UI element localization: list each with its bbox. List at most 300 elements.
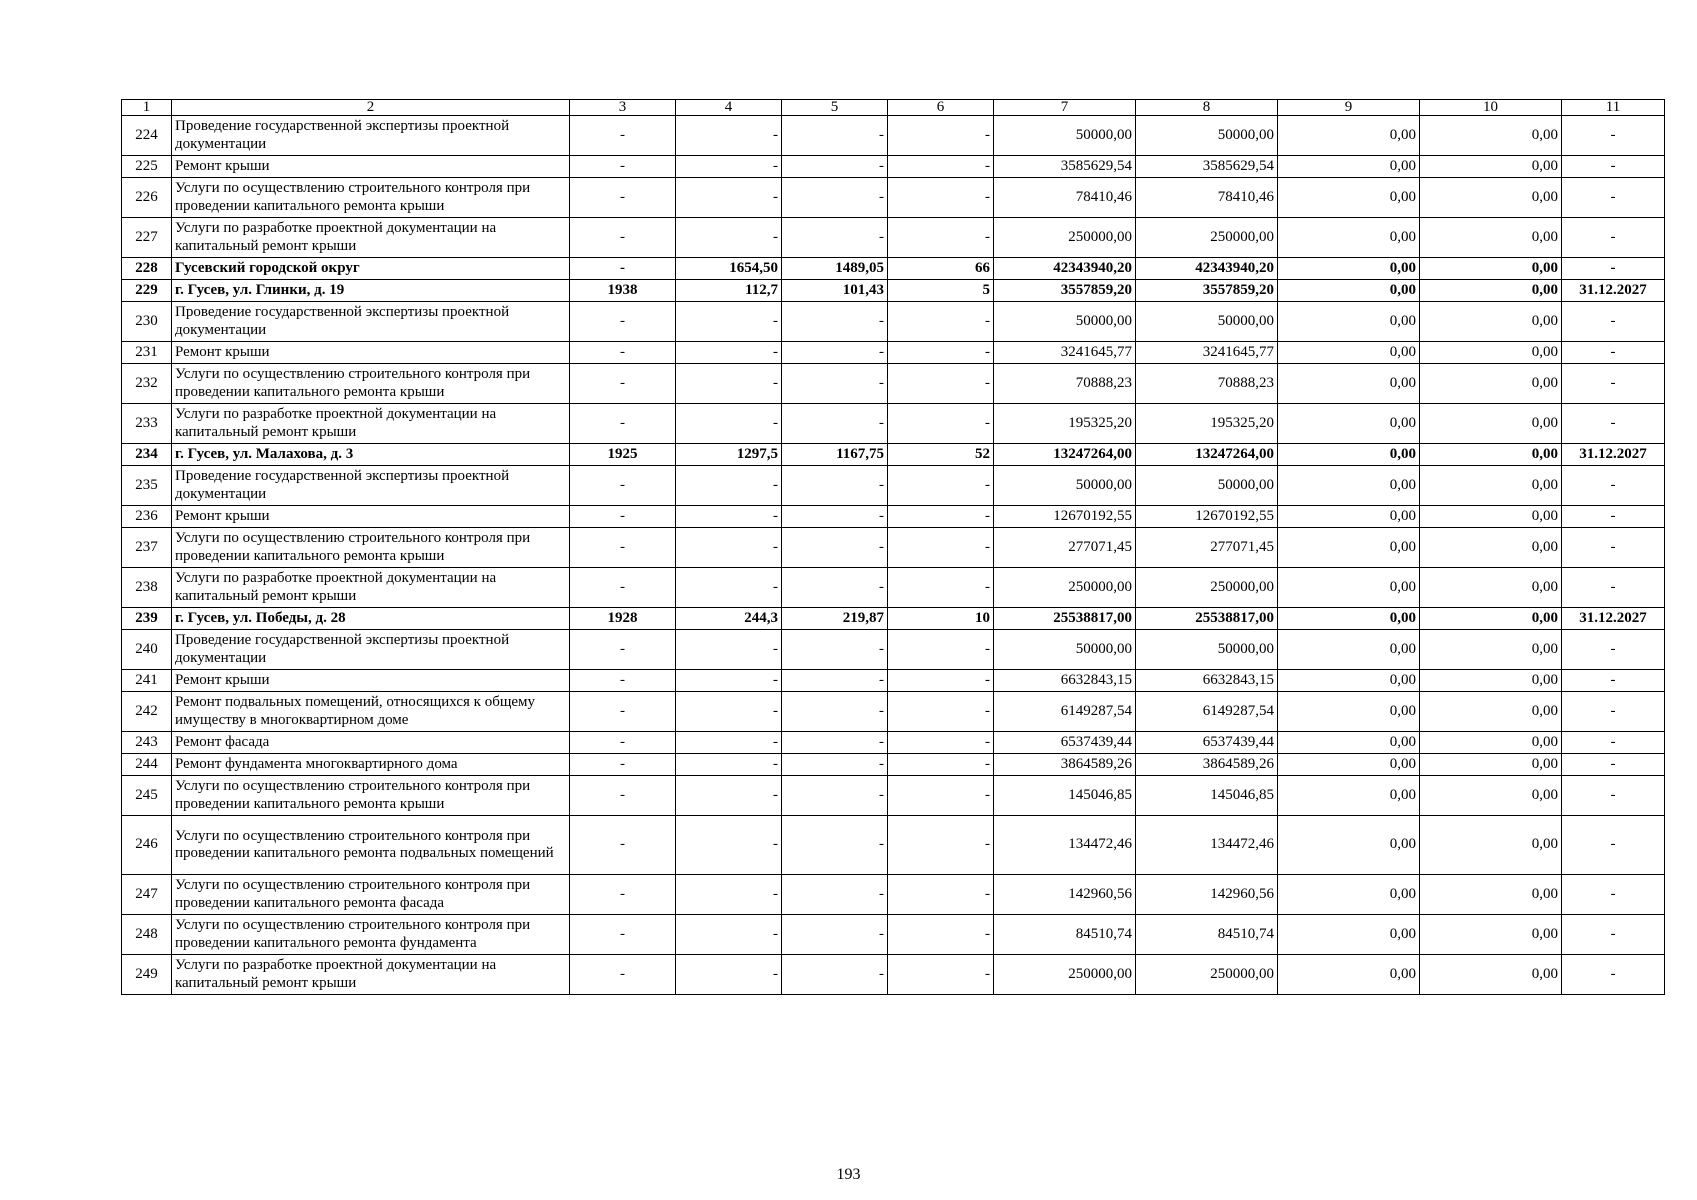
col10-cell: 0,00 [1420, 364, 1562, 404]
col7-cell: 250000,00 [994, 955, 1136, 995]
col4-cell: - [676, 466, 782, 506]
col5-cell: - [782, 404, 888, 444]
col10-cell: 0,00 [1420, 608, 1562, 630]
col6-cell: - [888, 816, 994, 875]
column-header: 9 [1278, 100, 1420, 116]
table-row [122, 364, 1665, 404]
row-number-cell: 226 [122, 178, 172, 218]
work-name-cell: Услуги по разработке проектной документации на капитальный ремонт крыши [172, 568, 570, 608]
column-header: 3 [570, 100, 676, 116]
row-number-cell: 244 [122, 754, 172, 776]
col9-cell: 0,00 [1278, 444, 1420, 466]
col7-cell: 3864589,26 [994, 754, 1136, 776]
col8-cell: 84510,74 [1136, 915, 1278, 955]
column-header: 6 [888, 100, 994, 116]
work-name-cell: г. Гусев, ул. Победы, д. 28 [172, 608, 570, 630]
col11-cell: - [1562, 732, 1665, 754]
col11-cell: - [1562, 466, 1665, 506]
col7-cell: 3241645,77 [994, 342, 1136, 364]
row-number-cell: 237 [122, 528, 172, 568]
col7-cell: 84510,74 [994, 915, 1136, 955]
work-name-cell: Проведение государственной экспертизы проектной документации [172, 116, 570, 156]
col7-cell: 25538817,00 [994, 608, 1136, 630]
col11-cell: - [1562, 776, 1665, 816]
work-name-cell: Услуги по разработке проектной документации на капитальный ремонт крыши [172, 218, 570, 258]
col7-cell: 195325,20 [994, 404, 1136, 444]
table-row [122, 630, 1665, 670]
col3-cell: - [570, 568, 676, 608]
col5-cell: - [782, 955, 888, 995]
col4-cell: - [676, 568, 782, 608]
col9-cell: 0,00 [1278, 404, 1420, 444]
col5-cell: - [782, 732, 888, 754]
col11-cell: - [1562, 178, 1665, 218]
col5-cell: - [782, 116, 888, 156]
work-name-cell: Услуги по осуществлению строительного контроля при проведении капитального ремонта фундамента [172, 915, 570, 955]
col11-cell: - [1562, 754, 1665, 776]
col9-cell: 0,00 [1278, 218, 1420, 258]
col9-cell: 0,00 [1278, 732, 1420, 754]
table-body [122, 116, 1665, 995]
col3-cell: 1928 [570, 608, 676, 630]
col11-cell: 31.12.2027 [1562, 608, 1665, 630]
table-row [122, 568, 1665, 608]
col10-cell: 0,00 [1420, 732, 1562, 754]
col3-cell: 1925 [570, 444, 676, 466]
column-number-row [122, 100, 1665, 116]
work-name-cell: Ремонт фундамента многоквартирного дома [172, 754, 570, 776]
col5-cell: 1167,75 [782, 444, 888, 466]
col4-cell: - [676, 630, 782, 670]
col7-cell: 50000,00 [994, 116, 1136, 156]
col3-cell: - [570, 955, 676, 995]
col5-cell: - [782, 630, 888, 670]
col9-cell: 0,00 [1278, 280, 1420, 302]
col8-cell: 145046,85 [1136, 776, 1278, 816]
row-number-cell: 246 [122, 816, 172, 875]
col5-cell: - [782, 218, 888, 258]
col4-cell: - [676, 342, 782, 364]
row-number-cell: 242 [122, 692, 172, 732]
table-row [122, 692, 1665, 732]
col10-cell: 0,00 [1420, 466, 1562, 506]
col3-cell: - [570, 915, 676, 955]
row-number-cell: 234 [122, 444, 172, 466]
col4-cell: - [676, 116, 782, 156]
col7-cell: 50000,00 [994, 302, 1136, 342]
col6-cell: - [888, 732, 994, 754]
col4-cell: - [676, 732, 782, 754]
col8-cell: 25538817,00 [1136, 608, 1278, 630]
col10-cell: 0,00 [1420, 776, 1562, 816]
col10-cell: 0,00 [1420, 342, 1562, 364]
col7-cell: 78410,46 [994, 178, 1136, 218]
col6-cell: - [888, 630, 994, 670]
col7-cell: 42343940,20 [994, 258, 1136, 280]
col4-cell: - [676, 955, 782, 995]
col9-cell: 0,00 [1278, 915, 1420, 955]
row-number-cell: 245 [122, 776, 172, 816]
col3-cell: - [570, 692, 676, 732]
col7-cell: 6632843,15 [994, 670, 1136, 692]
col9-cell: 0,00 [1278, 692, 1420, 732]
col11-cell: 31.12.2027 [1562, 444, 1665, 466]
col3-cell: 1938 [570, 280, 676, 302]
table-row [122, 506, 1665, 528]
col11-cell: - [1562, 506, 1665, 528]
col7-cell: 277071,45 [994, 528, 1136, 568]
table-row [122, 404, 1665, 444]
col4-cell: - [676, 218, 782, 258]
col5-cell: - [782, 364, 888, 404]
col8-cell: 50000,00 [1136, 116, 1278, 156]
col7-cell: 6537439,44 [994, 732, 1136, 754]
col11-cell: - [1562, 364, 1665, 404]
row-number-cell: 229 [122, 280, 172, 302]
row-number-cell: 228 [122, 258, 172, 280]
col11-cell: 31.12.2027 [1562, 280, 1665, 302]
col6-cell: - [888, 466, 994, 506]
col4-cell: - [676, 692, 782, 732]
column-header: 7 [994, 100, 1136, 116]
col9-cell: 0,00 [1278, 528, 1420, 568]
col11-cell: - [1562, 816, 1665, 875]
col3-cell: - [570, 342, 676, 364]
col3-cell: - [570, 528, 676, 568]
table-row [122, 776, 1665, 816]
col6-cell: - [888, 528, 994, 568]
col9-cell: 0,00 [1278, 670, 1420, 692]
col4-cell: - [676, 178, 782, 218]
col8-cell: 50000,00 [1136, 466, 1278, 506]
col7-cell: 13247264,00 [994, 444, 1136, 466]
row-number-cell: 233 [122, 404, 172, 444]
col9-cell: 0,00 [1278, 364, 1420, 404]
col7-cell: 6149287,54 [994, 692, 1136, 732]
col10-cell: 0,00 [1420, 404, 1562, 444]
table-row [122, 816, 1665, 875]
table-row [122, 258, 1665, 280]
work-name-cell: г. Гусев, ул. Малахова, д. 3 [172, 444, 570, 466]
col5-cell: - [782, 692, 888, 732]
col9-cell: 0,00 [1278, 776, 1420, 816]
col9-cell: 0,00 [1278, 178, 1420, 218]
col8-cell: 277071,45 [1136, 528, 1278, 568]
col8-cell: 13247264,00 [1136, 444, 1278, 466]
col11-cell: - [1562, 915, 1665, 955]
work-name-cell: Услуги по осуществлению строительного контроля при проведении капитального ремонта крыши [172, 528, 570, 568]
col10-cell: 0,00 [1420, 955, 1562, 995]
col6-cell: - [888, 754, 994, 776]
col4-cell: - [676, 506, 782, 528]
col8-cell: 6632843,15 [1136, 670, 1278, 692]
col3-cell: - [570, 218, 676, 258]
col8-cell: 50000,00 [1136, 630, 1278, 670]
col11-cell: - [1562, 156, 1665, 178]
work-name-cell: Услуги по разработке проектной документации на капитальный ремонт крыши [172, 955, 570, 995]
col6-cell: 66 [888, 258, 994, 280]
work-name-cell: Проведение государственной экспертизы проектной документации [172, 302, 570, 342]
col10-cell: 0,00 [1420, 302, 1562, 342]
col8-cell: 6149287,54 [1136, 692, 1278, 732]
col4-cell: 1297,5 [676, 444, 782, 466]
col5-cell: - [782, 875, 888, 915]
col8-cell: 6537439,44 [1136, 732, 1278, 754]
col4-cell: - [676, 776, 782, 816]
col3-cell: - [570, 364, 676, 404]
col5-cell: - [782, 754, 888, 776]
col6-cell: 10 [888, 608, 994, 630]
col7-cell: 50000,00 [994, 630, 1136, 670]
col11-cell: - [1562, 258, 1665, 280]
column-header: 1 [122, 100, 172, 116]
table-row [122, 218, 1665, 258]
col6-cell: - [888, 692, 994, 732]
work-name-cell: Проведение государственной экспертизы проектной документации [172, 466, 570, 506]
col5-cell: 219,87 [782, 608, 888, 630]
work-name-cell: Гусевский городской округ [172, 258, 570, 280]
row-number-cell: 238 [122, 568, 172, 608]
col5-cell: - [782, 466, 888, 506]
table-row [122, 875, 1665, 915]
col5-cell: - [782, 670, 888, 692]
col9-cell: 0,00 [1278, 258, 1420, 280]
col8-cell: 42343940,20 [1136, 258, 1278, 280]
col8-cell: 250000,00 [1136, 955, 1278, 995]
table-row [122, 915, 1665, 955]
col9-cell: 0,00 [1278, 116, 1420, 156]
col5-cell: - [782, 302, 888, 342]
col7-cell: 250000,00 [994, 218, 1136, 258]
col9-cell: 0,00 [1278, 568, 1420, 608]
page-number: 193 [836, 1166, 861, 1183]
col9-cell: 0,00 [1278, 342, 1420, 364]
col8-cell: 70888,23 [1136, 364, 1278, 404]
col10-cell: 0,00 [1420, 506, 1562, 528]
col10-cell: 0,00 [1420, 528, 1562, 568]
col3-cell: - [570, 630, 676, 670]
col7-cell: 70888,23 [994, 364, 1136, 404]
col6-cell: - [888, 776, 994, 816]
column-header: 5 [782, 100, 888, 116]
col3-cell: - [570, 670, 676, 692]
col10-cell: 0,00 [1420, 754, 1562, 776]
col5-cell: 101,43 [782, 280, 888, 302]
col5-cell: 1489,05 [782, 258, 888, 280]
col6-cell: - [888, 156, 994, 178]
column-header: 2 [172, 100, 570, 116]
col7-cell: 142960,56 [994, 875, 1136, 915]
col7-cell: 12670192,55 [994, 506, 1136, 528]
col3-cell: - [570, 875, 676, 915]
work-name-cell: Ремонт крыши [172, 156, 570, 178]
col7-cell: 3557859,20 [994, 280, 1136, 302]
table-row [122, 280, 1665, 302]
table-row [122, 342, 1665, 364]
col10-cell: 0,00 [1420, 156, 1562, 178]
col4-cell: - [676, 302, 782, 342]
col10-cell: 0,00 [1420, 444, 1562, 466]
table-row [122, 528, 1665, 568]
col4-cell: - [676, 404, 782, 444]
row-number-cell: 231 [122, 342, 172, 364]
row-number-cell: 225 [122, 156, 172, 178]
col3-cell: - [570, 404, 676, 444]
column-header: 8 [1136, 100, 1278, 116]
col10-cell: 0,00 [1420, 816, 1562, 875]
col6-cell: 52 [888, 444, 994, 466]
col3-cell: - [570, 754, 676, 776]
col6-cell: - [888, 218, 994, 258]
col9-cell: 0,00 [1278, 955, 1420, 995]
col7-cell: 3585629,54 [994, 156, 1136, 178]
col8-cell: 250000,00 [1136, 568, 1278, 608]
row-number-cell: 241 [122, 670, 172, 692]
row-number-cell: 232 [122, 364, 172, 404]
work-name-cell: Ремонт подвальных помещений, относящихся к общему имуществу в многоквартирном доме [172, 692, 570, 732]
row-number-cell: 247 [122, 875, 172, 915]
col11-cell: - [1562, 875, 1665, 915]
col5-cell: - [782, 506, 888, 528]
col8-cell: 50000,00 [1136, 302, 1278, 342]
col10-cell: 0,00 [1420, 670, 1562, 692]
work-name-cell: Услуги по осуществлению строительного контроля при проведении капитального ремонта крыши [172, 364, 570, 404]
col11-cell: - [1562, 630, 1665, 670]
col9-cell: 0,00 [1278, 875, 1420, 915]
col10-cell: 0,00 [1420, 692, 1562, 732]
col6-cell: - [888, 915, 994, 955]
table-row [122, 156, 1665, 178]
work-name-cell: Проведение государственной экспертизы проектной документации [172, 630, 570, 670]
col5-cell: - [782, 156, 888, 178]
column-header: 11 [1562, 100, 1665, 116]
table-row [122, 732, 1665, 754]
work-name-cell: Ремонт крыши [172, 506, 570, 528]
col6-cell: - [888, 568, 994, 608]
row-number-cell: 243 [122, 732, 172, 754]
col3-cell: - [570, 116, 676, 156]
work-name-cell: Услуги по осуществлению строительного контроля при проведении капитального ремонта фасада [172, 875, 570, 915]
col6-cell: - [888, 404, 994, 444]
col6-cell: - [888, 670, 994, 692]
registry-table [121, 99, 1665, 995]
col3-cell: - [570, 816, 676, 875]
col4-cell: - [676, 364, 782, 404]
col11-cell: - [1562, 116, 1665, 156]
col5-cell: - [782, 568, 888, 608]
col11-cell: - [1562, 955, 1665, 995]
work-name-cell: Ремонт крыши [172, 670, 570, 692]
col8-cell: 3557859,20 [1136, 280, 1278, 302]
col5-cell: - [782, 915, 888, 955]
col11-cell: - [1562, 670, 1665, 692]
col10-cell: 0,00 [1420, 178, 1562, 218]
col5-cell: - [782, 528, 888, 568]
col6-cell: - [888, 364, 994, 404]
col8-cell: 3585629,54 [1136, 156, 1278, 178]
col10-cell: 0,00 [1420, 875, 1562, 915]
col4-cell: - [676, 528, 782, 568]
col4-cell: - [676, 670, 782, 692]
col10-cell: 0,00 [1420, 258, 1562, 280]
table-row [122, 608, 1665, 630]
col3-cell: - [570, 732, 676, 754]
row-number-cell: 239 [122, 608, 172, 630]
col10-cell: 0,00 [1420, 218, 1562, 258]
column-header: 10 [1420, 100, 1562, 116]
col10-cell: 0,00 [1420, 630, 1562, 670]
col3-cell: - [570, 776, 676, 816]
col11-cell: - [1562, 218, 1665, 258]
col4-cell: 244,3 [676, 608, 782, 630]
work-name-cell: Ремонт крыши [172, 342, 570, 364]
col11-cell: - [1562, 302, 1665, 342]
col8-cell: 250000,00 [1136, 218, 1278, 258]
work-name-cell: Услуги по осуществлению строительного контроля при проведении капитального ремонта крыши [172, 776, 570, 816]
row-number-cell: 235 [122, 466, 172, 506]
col5-cell: - [782, 776, 888, 816]
table-row [122, 116, 1665, 156]
col5-cell: - [782, 342, 888, 364]
table-row [122, 444, 1665, 466]
col3-cell: - [570, 178, 676, 218]
work-name-cell: г. Гусев, ул. Глинки, д. 19 [172, 280, 570, 302]
col3-cell: - [570, 302, 676, 342]
col9-cell: 0,00 [1278, 608, 1420, 630]
col3-cell: - [570, 466, 676, 506]
col8-cell: 142960,56 [1136, 875, 1278, 915]
col5-cell: - [782, 816, 888, 875]
col10-cell: 0,00 [1420, 116, 1562, 156]
col7-cell: 50000,00 [994, 466, 1136, 506]
col6-cell: 5 [888, 280, 994, 302]
column-header: 4 [676, 100, 782, 116]
col7-cell: 145046,85 [994, 776, 1136, 816]
col8-cell: 134472,46 [1136, 816, 1278, 875]
col6-cell: - [888, 302, 994, 342]
table-row [122, 466, 1665, 506]
col4-cell: - [676, 875, 782, 915]
col4-cell: 1654,50 [676, 258, 782, 280]
row-number-cell: 236 [122, 506, 172, 528]
col6-cell: - [888, 875, 994, 915]
table-row [122, 178, 1665, 218]
col9-cell: 0,00 [1278, 630, 1420, 670]
col10-cell: 0,00 [1420, 280, 1562, 302]
col3-cell: - [570, 258, 676, 280]
col6-cell: - [888, 178, 994, 218]
col9-cell: 0,00 [1278, 506, 1420, 528]
col7-cell: 250000,00 [994, 568, 1136, 608]
col10-cell: 0,00 [1420, 915, 1562, 955]
col10-cell: 0,00 [1420, 568, 1562, 608]
table-row [122, 302, 1665, 342]
col9-cell: 0,00 [1278, 466, 1420, 506]
col3-cell: - [570, 156, 676, 178]
col4-cell: 112,7 [676, 280, 782, 302]
col8-cell: 3864589,26 [1136, 754, 1278, 776]
col8-cell: 3241645,77 [1136, 342, 1278, 364]
row-number-cell: 224 [122, 116, 172, 156]
table-row [122, 754, 1665, 776]
work-name-cell: Услуги по осуществлению строительного контроля при проведении капитального ремонта крыши [172, 178, 570, 218]
work-name-cell: Услуги по разработке проектной документации на капитальный ремонт крыши [172, 404, 570, 444]
col9-cell: 0,00 [1278, 156, 1420, 178]
col9-cell: 0,00 [1278, 302, 1420, 342]
row-number-cell: 248 [122, 915, 172, 955]
col6-cell: - [888, 342, 994, 364]
row-number-cell: 249 [122, 955, 172, 995]
